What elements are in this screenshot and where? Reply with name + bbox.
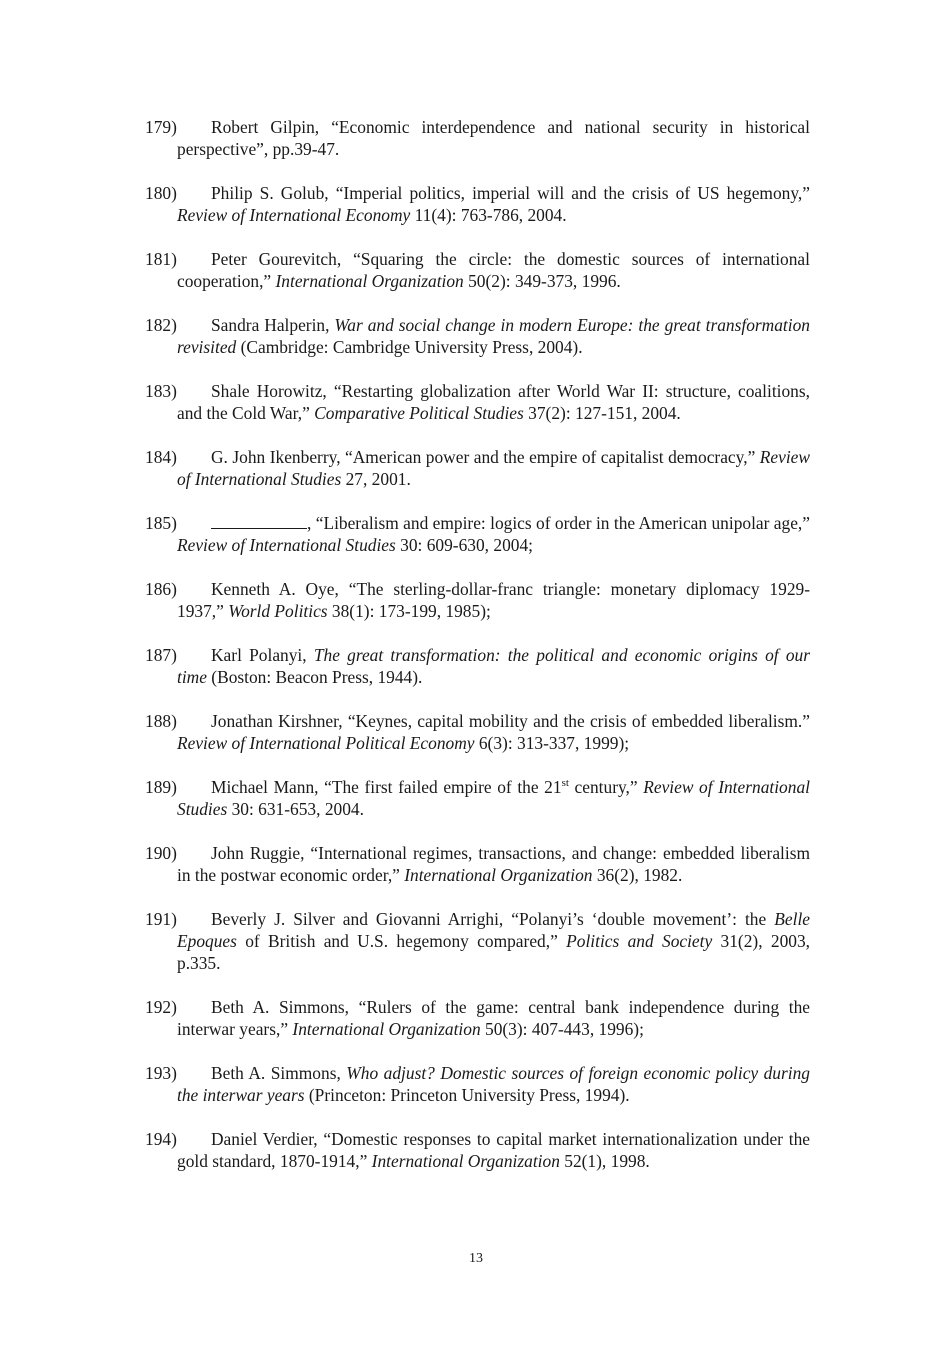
reference-text: 30: 631-653, 2004. [227,799,364,819]
reference-text: 6(3): 313-337, 1999); [474,733,630,753]
reference-text: Karl Polanyi, [211,645,314,665]
reference-number: 185) [145,513,177,533]
reference-text: 11(4): 763-786, 2004. [410,205,567,225]
reference-194 [145,1128,810,1172]
reference-184 [145,446,810,490]
reference-number: 188) [145,711,177,731]
reference-source-title: Review of International Studies [177,777,810,819]
reference-number: 180) [145,183,177,203]
reference-text: 30: 609-630, 2004; [395,535,533,555]
reference-text: Michael Mann, “The first failed empire of the 21 [211,777,562,797]
reference-192 [145,996,810,1040]
reference-source-title: International Organization [404,865,593,885]
reference-187 [145,644,810,688]
reference-181 [145,248,810,292]
reference-source-title: War and social change in modern Europe: the great transformation revisited [177,315,810,357]
reference-186 [145,578,810,622]
reference-182 [145,314,810,358]
reference-text: Beth A. Simmons, “Rulers of the game: central bank independence during the interwar years,” [177,997,810,1039]
reference-number: 191) [145,909,177,929]
reference-number: 181) [145,249,177,269]
page-number: 13 [469,1251,483,1266]
reference-text: century,” [568,777,644,797]
reference-number: 192) [145,997,177,1017]
reference-source-title: Review of International Economy [177,205,411,225]
reference-source-title: Politics and Society [566,931,713,951]
reference-source-title: International Organization [371,1151,560,1171]
reference-number: 183) [145,381,177,401]
reference-text: Shale Horowitz, “Restarting globalization after World War II: structure, coalitions, and the Cold War,” [177,381,810,423]
reference-text: Sandra Halperin, [211,315,335,335]
reference-source-title: The great transformation: the political and economic origins of our time [177,645,810,687]
reference-source-title: Review of International Political Economy [177,733,475,753]
reference-text: Peter Gourevitch, “Squaring the circle: the domestic sources of international cooperation,” [177,249,810,291]
reference-text: (Boston: Beacon Press, 1944). [206,667,423,687]
reference-number: 182) [145,315,177,335]
reference-text: Robert Gilpin, “Economic interdependence and national security in historical perspective”, pp.39-47. [177,117,810,159]
reference-text: John Ruggie, “International regimes, transactions, and change: embedded liberalism in the postwar economic order,” [177,843,810,885]
reference-text: 52(1), 1998. [559,1151,650,1171]
reference-179 [145,116,810,160]
reference-number: 194) [145,1129,177,1149]
reference-text: 36(2), 1982. [592,865,683,885]
ditto-author-line [211,514,307,529]
reference-text: Beth A. Simmons, [211,1063,347,1083]
reference-189 [145,776,810,820]
reference-source-title: International Organization [275,271,464,291]
reference-190 [145,842,810,886]
reference-text: Philip S. Golub, “Imperial politics, imperial will and the crisis of US hegemony,” [211,183,810,203]
reference-text: (Princeton: Princeton University Press, 1994). [304,1085,630,1105]
reference-185 [145,512,810,556]
reference-number: 189) [145,777,177,797]
reference-183 [145,380,810,424]
reference-number: 187) [145,645,177,665]
reference-number: 179) [145,117,177,137]
reference-text: 27, 2001. [341,469,411,489]
reference-text: 50(3): 407-443, 1996); [480,1019,644,1039]
reference-text: Jonathan Kirshner, “Keynes, capital mobility and the crisis of embedded liberalism.” [211,711,810,731]
reference-text: 50(2): 349-373, 1996. [463,271,621,291]
reference-source-title: World Politics [228,601,328,621]
reference-text: G. John Ikenberry, “American power and the empire of capitalist democracy,” [211,447,760,467]
reference-number: 184) [145,447,177,467]
reference-source-title: Review of International Studies [177,535,396,555]
reference-text: Kenneth A. Oye, “The sterling-dollar-franc triangle: monetary diplomacy 1929-1937,” [177,579,810,621]
reference-180 [145,182,810,226]
reference-text: (Cambridge: Cambridge University Press, 2004). [236,337,583,357]
reference-text: , “Liberalism and empire: logics of order in the American unipolar age,” [307,513,810,533]
reference-193 [145,1062,810,1106]
reference-text: Beverly J. Silver and Giovanni Arrighi, “Polanyi’s ‘double movement’: the [211,909,775,929]
reference-text: of British and U.S. hegemony compared,” [236,931,567,951]
reference-number: 186) [145,579,177,599]
reference-text: 37(2): 127-151, 2004. [523,403,681,423]
reference-source-title: International Organization [292,1019,481,1039]
reference-text: Daniel Verdier, “Domestic responses to capital market internationalization under the gold standard, 1870-1914,” [177,1129,810,1171]
reference-number: 190) [145,843,177,863]
ordinal-superscript: st [561,777,569,790]
reference-source-title: Who adjust? Domestic sources of foreign economic policy during the interwar years [177,1063,810,1105]
reference-188 [145,710,810,754]
reference-number: 193) [145,1063,177,1083]
reference-191 [145,908,810,974]
reference-text: 38(1): 173-199, 1985); [327,601,491,621]
reference-text: 31(2), 2003, p.335. [177,931,810,973]
reference-list [145,116,810,1194]
reference-source-title: Comparative Political Studies [314,403,524,423]
reference-italic-phrase: Belle Epoques [177,909,810,951]
reference-source-title: Review of International Studies [177,447,810,489]
